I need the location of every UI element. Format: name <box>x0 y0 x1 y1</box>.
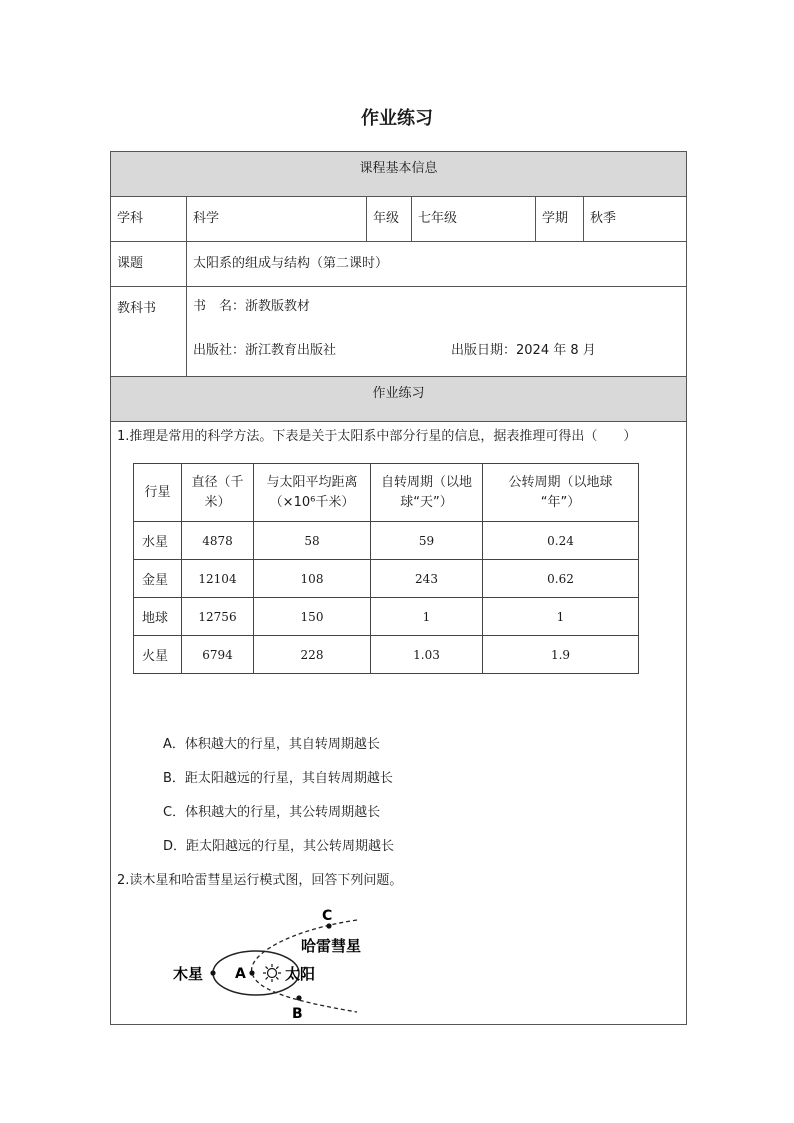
header-planet-line1: 行星 <box>144 484 171 500</box>
cell-diameter: 6794 <box>182 636 254 674</box>
q1-stem: 1.推理是常用的科学方法。下表是关于太阳系中部分行星的信息，据表推理可得出（ ） <box>117 429 637 444</box>
header-revolution <box>483 464 639 522</box>
cell-diameter: 12104 <box>182 560 254 598</box>
cell-revolution: 0.24 <box>483 522 639 560</box>
subject-value: 科学 <box>187 197 367 241</box>
table-row <box>134 636 639 674</box>
planet-table-header-row <box>134 464 639 522</box>
grade-value: 七年级 <box>412 197 536 241</box>
point-b-label: B <box>292 1006 303 1022</box>
term-value: 秋季 <box>590 211 617 226</box>
sun-icon <box>263 964 281 982</box>
cell-planet: 地球 <box>134 598 182 636</box>
jupiter-point <box>210 970 215 975</box>
table-row <box>134 522 639 560</box>
header-rotation <box>371 464 483 522</box>
cell-rotation: 1.03 <box>371 636 483 674</box>
cell-distance: 58 <box>254 522 371 560</box>
textbook-label: 教科书 <box>111 287 187 376</box>
cell-revolution: 1 <box>483 598 639 636</box>
point-a-dot <box>249 970 254 975</box>
header-diameter <box>182 464 254 522</box>
point-b-dot <box>296 995 301 1000</box>
book-name: 书 名：浙教版教材 <box>193 299 311 314</box>
header-distance-line1: 与太阳平均距离 <box>266 474 358 490</box>
cell-planet: 火星 <box>134 636 182 674</box>
q2-stem: 2.读木星和哈雷彗星运行模式图，回答下列问题。 <box>117 873 403 888</box>
header-diameter-line2: 米） <box>204 494 231 510</box>
section-exercise-title: 作业练习 <box>372 386 425 401</box>
cell-diameter: 4878 <box>182 522 254 560</box>
q1-option-c: C．体积越大的行星，其公转周期越长 <box>163 805 381 820</box>
table-row <box>134 560 639 598</box>
cell-rotation: 243 <box>371 560 483 598</box>
q1-option-b: B．距太阳越远的行星，其自转周期越长 <box>163 771 393 786</box>
publisher: 出版社：浙江教育出版社 <box>193 343 337 358</box>
cell-rotation: 59 <box>371 522 483 560</box>
row-textbook <box>111 287 686 377</box>
cell-planet: 金星 <box>134 560 182 598</box>
cell-distance: 108 <box>254 560 371 598</box>
planet-table <box>133 463 639 674</box>
textbook-details <box>187 287 686 376</box>
header-distance <box>254 464 371 522</box>
section-basic-title: 课程基本信息 <box>359 161 438 176</box>
orbit-diagram <box>169 900 389 1025</box>
row-subject <box>111 197 686 242</box>
sun-label: 太阳 <box>285 965 316 983</box>
topic-value: 太阳系的组成与结构（第二课时） <box>193 256 389 271</box>
section-basic-info <box>111 152 686 197</box>
term-label: 学期 <box>536 197 584 241</box>
point-a-label: A <box>235 966 246 982</box>
header-revolution-line1: 公转周期（以地球 <box>508 474 613 490</box>
subject-label: 学科 <box>111 197 187 241</box>
row-topic <box>111 242 686 287</box>
q1-option-a: A．体积越大的行星，其自转周期越长 <box>163 737 380 752</box>
page-title: 作业练习 <box>361 108 433 129</box>
header-distance-line2: （×10⁶千米） <box>269 494 355 510</box>
cell-planet: 水星 <box>134 522 182 560</box>
cell-distance: 228 <box>254 636 371 674</box>
header-diameter-line1: 直径（千 <box>191 474 244 490</box>
jupiter-label: 木星 <box>173 965 204 983</box>
cell-revolution: 0.62 <box>483 560 639 598</box>
point-c-label: C <box>322 908 333 924</box>
cell-rotation: 1 <box>371 598 483 636</box>
cell-revolution: 1.9 <box>483 636 639 674</box>
point-c-dot <box>326 923 331 928</box>
header-rotation-line1: 自转周期（以地 <box>380 474 472 490</box>
header-rotation-line2: 球“天”） <box>400 494 453 510</box>
section-exercise <box>111 377 686 422</box>
q1-option-d: D．距太阳越远的行星，其公转周期越长 <box>163 839 395 854</box>
header-revolution-line2: “年”） <box>540 494 581 510</box>
cell-diameter: 12756 <box>182 598 254 636</box>
publication-date: 出版日期：2024 年 8 月 <box>451 343 596 358</box>
grade-label: 年级 <box>367 197 412 241</box>
worksheet-table <box>110 151 687 1025</box>
cell-distance: 150 <box>254 598 371 636</box>
table-row <box>134 598 639 636</box>
comet-label: 哈雷彗星 <box>301 937 362 955</box>
header-planet <box>134 464 182 522</box>
topic-label: 课题 <box>111 242 187 286</box>
